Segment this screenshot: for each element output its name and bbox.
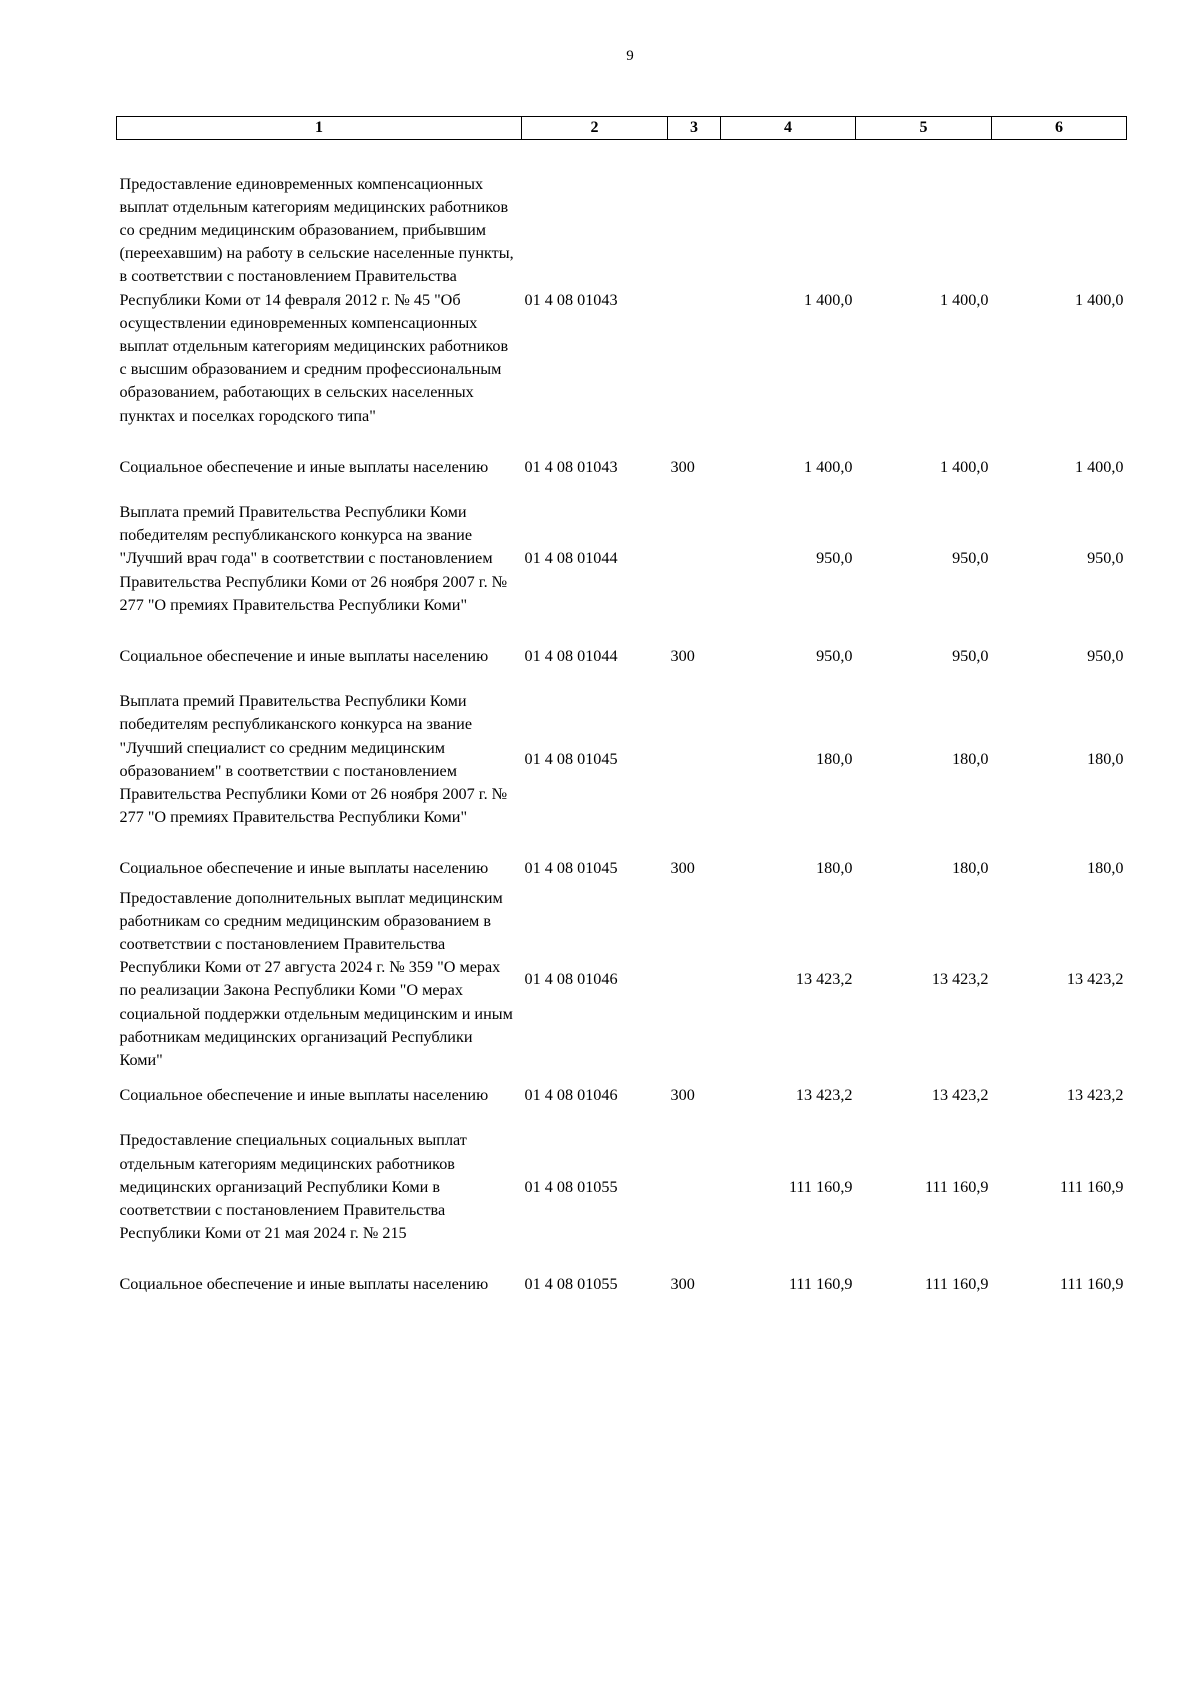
- row-type: 300: [670, 1086, 695, 1105]
- row-name: Социальное обеспечение и иные выплаты населению: [119, 859, 489, 878]
- row-name: Социальное обеспечение и иные выплаты населению: [119, 457, 489, 476]
- row-name: Предоставление дополнительных выплат медицинским работникам со средним медицинским образованием в соответствии с постановлением Правительства Республики Коми от 27 августа 2024 г. № 359 "О мерах по реализации Закона Республики Коми "О мерах социальной поддержки отдельным медицинским и иным работникам медицинских организаций Республики Коми": [119, 888, 513, 1069]
- row-value-4: 13 423,2: [795, 1086, 853, 1105]
- row-value-6: 180,0: [1087, 859, 1124, 878]
- row-name: Выплата премий Правительства Республики Коми победителям республиканского конкурса на звание "Лучший специалист со средним медицинским образованием" в соответствии с постановлением Правительства Республики Коми от 26 ноября 2007 г. № 277 "О премиях Правительства Республики Коми": [119, 692, 508, 827]
- row-code: 01 4 08 01046: [524, 969, 618, 988]
- table-row: [117, 456, 1127, 479]
- table-row: [117, 173, 1127, 428]
- table-row: [117, 501, 1127, 617]
- row-value-5: 180,0: [952, 750, 989, 769]
- row-code: 01 4 08 01055: [524, 1177, 618, 1196]
- row-code: 01 4 08 01044: [524, 646, 618, 665]
- row-type: 300: [670, 457, 695, 476]
- row-value-4: 950,0: [816, 549, 853, 568]
- row-value-6: 950,0: [1087, 549, 1124, 568]
- row-code: 01 4 08 01055: [524, 1275, 618, 1294]
- row-name: Социальное обеспечение и иные выплаты населению: [119, 1086, 489, 1105]
- row-value-6: 111 160,9: [1059, 1177, 1124, 1196]
- row-code: 01 4 08 01045: [524, 750, 618, 769]
- row-name: Социальное обеспечение и иные выплаты населению: [119, 1275, 489, 1294]
- header-col-2: 2: [522, 117, 668, 140]
- row-name: Предоставление специальных социальных выплат отдельным категориям медицинских работников медицинских организаций Республики Коми в соответствии с постановлением Правительства Республики Коми от 21 мая 2024 г. № 215: [119, 1131, 467, 1243]
- row-value-5: 180,0: [952, 859, 989, 878]
- row-code: 01 4 08 01044: [524, 549, 618, 568]
- row-value-6: 111 160,9: [1059, 1275, 1124, 1294]
- row-value-4: 111 160,9: [788, 1177, 853, 1196]
- row-value-6: 1 400,0: [1074, 457, 1124, 476]
- row-type: [668, 173, 721, 428]
- row-type: [668, 1129, 721, 1245]
- row-code: 01 4 08 01046: [524, 1086, 618, 1105]
- row-value-6: 180,0: [1087, 750, 1124, 769]
- row-type: 300: [670, 646, 695, 665]
- page-number: 9: [626, 48, 634, 64]
- row-value-5: 950,0: [952, 549, 989, 568]
- budget-table-container: [116, 116, 1126, 1297]
- row-type: 300: [670, 859, 695, 878]
- header-col-5: 5: [856, 117, 992, 140]
- row-code: 01 4 08 01045: [524, 859, 618, 878]
- row-value-4: 1 400,0: [803, 290, 853, 309]
- header-col-1: 1: [117, 117, 522, 140]
- table-row: [117, 887, 1127, 1073]
- table-row: [117, 645, 1127, 668]
- budget-table: [116, 116, 1127, 1297]
- row-value-4: 950,0: [816, 646, 853, 665]
- row-value-5: 1 400,0: [939, 290, 989, 309]
- row-value-6: 1 400,0: [1074, 290, 1124, 309]
- row-value-4: 180,0: [816, 750, 853, 769]
- header-col-4: 4: [721, 117, 856, 140]
- row-value-5: 950,0: [952, 646, 989, 665]
- row-type: [668, 690, 721, 829]
- header-col-3: 3: [668, 117, 721, 140]
- row-value-5: 13 423,2: [931, 1086, 989, 1105]
- row-value-5: 111 160,9: [924, 1275, 989, 1294]
- table-row: [117, 1129, 1127, 1245]
- table-row: [117, 1273, 1127, 1296]
- row-code: 01 4 08 01043: [524, 290, 618, 309]
- header-col-6: 6: [992, 117, 1127, 140]
- row-type: [668, 501, 721, 617]
- table-row: [117, 1084, 1127, 1107]
- row-value-4: 111 160,9: [788, 1275, 853, 1294]
- row-code: 01 4 08 01043: [524, 457, 618, 476]
- row-value-5: 111 160,9: [924, 1177, 989, 1196]
- row-name: Предоставление единовременных компенсационных выплат отдельным категориям медицинских работников со средним медицинским образованием, прибывшим (переехавшим) на работу в сельские населенные пункты, в соответствии с постановлением Правительства Республики Коми от 14 февраля 2012 г. № 45 "Об осуществлении единовременных компенсационных выплат отдельным категориям медицинских работников с высшим образованием и средним профессиональным образованием, работающих в сельских населенных пунктах и поселках городского типа": [119, 174, 514, 425]
- header-row: [117, 117, 1127, 140]
- row-type: [668, 887, 721, 1073]
- row-value-4: 1 400,0: [803, 457, 853, 476]
- row-value-6: 13 423,2: [1066, 969, 1124, 988]
- table-row: [117, 690, 1127, 829]
- row-name: Социальное обеспечение и иные выплаты населению: [119, 646, 489, 665]
- row-value-5: 1 400,0: [939, 457, 989, 476]
- row-value-5: 13 423,2: [931, 969, 989, 988]
- row-value-4: 13 423,2: [795, 969, 853, 988]
- row-value-6: 13 423,2: [1066, 1086, 1124, 1105]
- row-value-6: 950,0: [1087, 646, 1124, 665]
- row-type: 300: [670, 1275, 695, 1294]
- row-name: Выплата премий Правительства Республики Коми победителям республиканского конкурса на звание "Лучший врач года" в соответствии с постановлением Правительства Республики Коми от 26 ноября 2007 г. № 277 "О премиях Правительства Республики Коми": [119, 502, 508, 614]
- table-row: [117, 857, 1127, 880]
- row-value-4: 180,0: [816, 859, 853, 878]
